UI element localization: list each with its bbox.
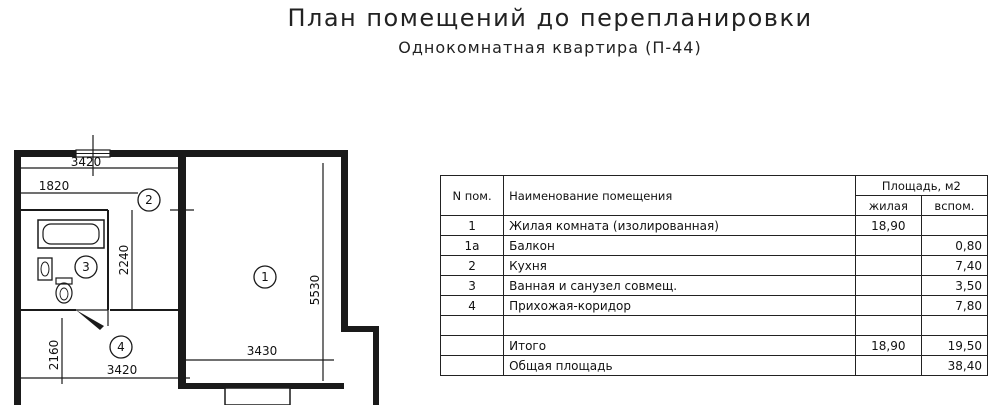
left-wall [14,150,21,405]
row-auxiliary: 19,50 [921,336,987,356]
row-number: 4 [441,296,504,316]
row-living [855,356,921,376]
row-number: 2 [441,256,504,276]
row-number [441,316,504,336]
row-auxiliary: 7,40 [921,256,987,276]
table-row [441,216,988,236]
floor-plan-drawing [0,0,430,405]
interior-partitions [21,210,178,310]
dim-label-top: 3420 [70,155,102,169]
row-name: Общая площадь [504,356,856,376]
plan-subtitle: Однокомнатная квартира (П-44) [398,38,702,57]
dim-label-hall-width: 3420 [106,363,138,377]
row-auxiliary: 7,80 [921,296,987,316]
table-row [441,236,988,256]
header-living: жилая [855,196,921,216]
header-area: Площадь, м2 [855,176,987,196]
room-marker-1 [254,266,276,288]
row-living [855,276,921,296]
row-living: 18,90 [855,216,921,236]
row-number: 1a [441,236,504,256]
dim-label-bath-width: 1820 [38,179,70,193]
row-auxiliary [921,216,987,236]
window-bottom [225,388,290,405]
bathtub-icon [38,220,104,248]
room-marker-label: 4 [117,340,125,354]
row-number: 1 [441,216,504,236]
toilet-icon [56,278,72,303]
table-row-total [441,336,988,356]
row-living: 18,90 [855,336,921,356]
row-auxiliary: 38,40 [921,356,987,376]
dim-label-hall-height: 2160 [47,339,61,371]
row-name: Ванная и санузел совмещ. [504,276,856,296]
dim-label-room-width: 3430 [246,344,278,358]
table-header-row [441,176,988,196]
row-auxiliary [921,316,987,336]
header-room-number: N пом. [441,176,504,216]
row-name: Балкон [504,236,856,256]
row-name [504,316,856,336]
row-living [855,256,921,276]
row-number [441,356,504,376]
row-name: Прихожая-коридор [504,296,856,316]
dimension-lines [21,135,334,384]
row-auxiliary: 0,80 [921,236,987,256]
row-living [855,316,921,336]
row-number: 3 [441,276,504,296]
room-marker-label: 2 [145,193,153,207]
header-auxiliary: вспом. [921,196,987,216]
row-number [441,336,504,356]
top-wall-right [110,150,346,157]
table-row [441,276,988,296]
row-living [855,296,921,316]
row-living [855,236,921,256]
plan-title: План помещений до перепланировки [287,4,813,32]
room-areas-table [440,175,988,376]
table-row [441,256,988,276]
door-leaf [76,310,104,330]
dim-label-room-height: 5530 [308,274,322,306]
room-marker-3 [75,256,97,278]
header-room-name: Наименование помещения [504,176,856,216]
top-wall-left [14,150,76,157]
room-marker-label: 3 [82,260,90,274]
door-swing [76,310,108,326]
room-marker-label: 1 [261,270,269,284]
room-marker-4 [110,336,132,358]
dim-label-bath-height: 2240 [117,244,131,276]
row-name: Кухня [504,256,856,276]
sink-icon [38,258,52,280]
row-name: Жилая комната (изолированная) [504,216,856,236]
balcony-wall-side [373,326,379,405]
table-row-total-area [441,356,988,376]
partition-main [178,157,186,387]
row-name: Итого [504,336,856,356]
right-wall-upper [341,150,348,330]
table-row [441,296,988,316]
row-auxiliary: 3,50 [921,276,987,296]
room-marker-2 [138,189,160,211]
table-row [441,316,988,336]
